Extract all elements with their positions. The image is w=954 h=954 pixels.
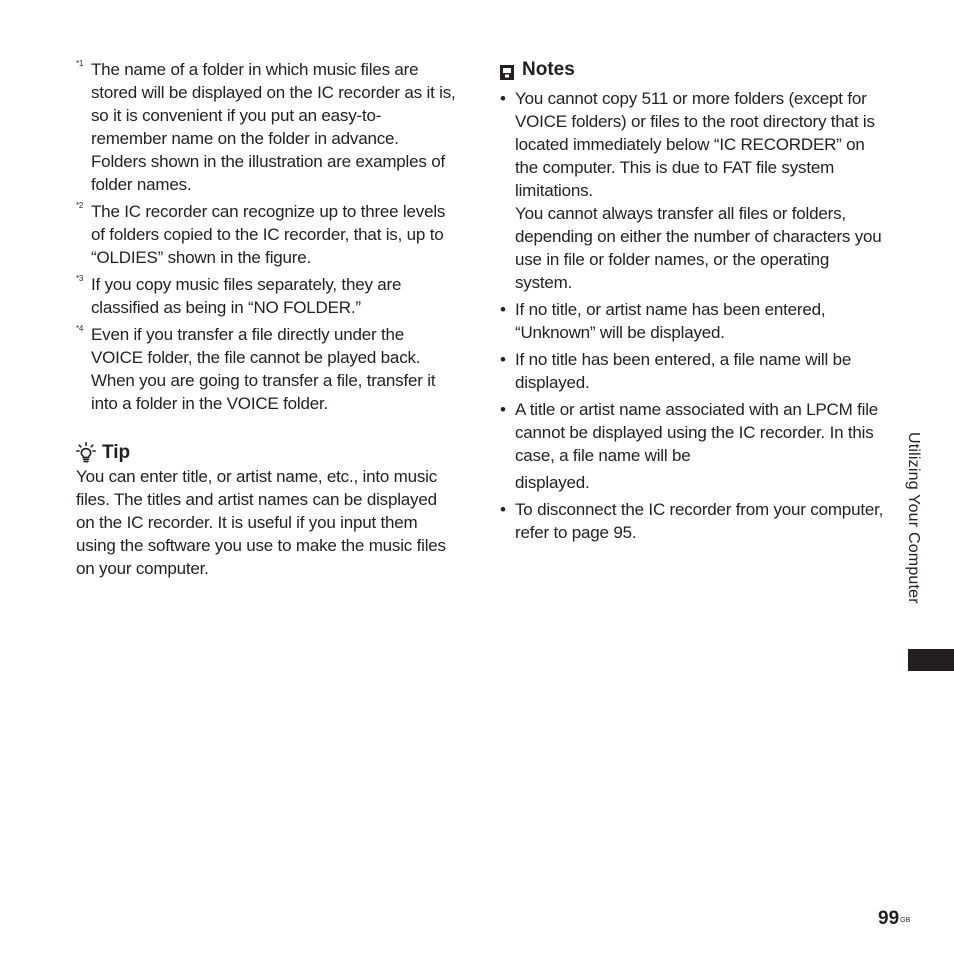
notes-title: Notes — [522, 59, 575, 80]
note-text: A title or artist name associated with an LPCM file cannot be displayed using the IC recorder. In this case, a file name will be — [515, 400, 879, 465]
bullet-icon: • — [500, 89, 506, 108]
note-text: You cannot copy 511 or more folders (except for VOICE folders) or files to the root directory that is located immediately below “IC RECORDER” on the computer. This is due to FAT file system limitations. — [515, 89, 875, 200]
page-number-suffix: GB — [900, 917, 911, 924]
footnote-mark: *2 — [76, 201, 84, 210]
footnote-mark: *1 — [76, 59, 84, 68]
footnote-text: If you copy music files separately, they are classified as being in “NO FOLDER.” — [91, 275, 402, 317]
note-text-continued: You cannot always transfer all files or folders, depending on either the number of characters you use in file or folder names, or the operating system. — [515, 204, 882, 292]
footnote-mark: *3 — [76, 274, 84, 283]
list-item — [500, 298, 885, 344]
footnote-1 — [76, 58, 456, 196]
right-column — [500, 58, 885, 548]
footnote-3 — [76, 273, 456, 319]
note-text: If no title, or artist name has been entered, “Unknown” will be displayed. — [515, 300, 826, 342]
bullet-icon: • — [500, 400, 506, 419]
tip-heading — [76, 441, 456, 465]
tip-text: You can enter title, or artist name, etc., into music files. The titles and artist names can be displayed on the IC recorder. It is useful if you input them using the software you use to make the music files on your computer. — [76, 467, 446, 578]
footnote-4 — [76, 323, 456, 415]
note-text-continued: displayed. — [515, 473, 590, 492]
bullet-icon: • — [500, 350, 506, 369]
footnote-2 — [76, 200, 456, 269]
note-text: To disconnect the IC recorder from your computer, refer to page 95. — [515, 500, 884, 542]
note-text: If no title has been entered, a file name will be displayed. — [515, 350, 852, 392]
section-tab-marker — [908, 649, 954, 671]
notes-heading — [500, 58, 885, 82]
tip-title: Tip — [102, 442, 131, 463]
notes-icon — [500, 63, 514, 78]
lightbulb-icon — [76, 442, 96, 464]
footnote-mark: *4 — [76, 324, 84, 333]
footnote-text: The IC recorder can recognize up to three levels of folders copied to the IC recorder, that is, up to “OLDIES” shown in the figure. — [91, 202, 446, 267]
page-number — [878, 908, 910, 930]
section-side-label: Utilizing Your Computer — [905, 432, 922, 604]
bullet-icon: • — [500, 500, 506, 519]
notes-list — [500, 87, 885, 544]
list-item — [500, 348, 885, 394]
list-item — [500, 498, 885, 544]
page-number-value: 99 — [878, 908, 900, 929]
list-item — [500, 398, 885, 494]
footnote-text: Even if you transfer a file directly under the VOICE folder, the file cannot be played back. When you are going to transfer a file, transfer it into a folder in the VOICE folder. — [91, 325, 436, 413]
footnote-text: The name of a folder in which music files are stored will be displayed on the IC recorder as it is, so it is convenient if you put an easy-to-remember name on the folder in advance. Folders shown in the illustration are examples of folder names. — [91, 60, 456, 194]
left-column — [76, 58, 456, 580]
bullet-icon: • — [500, 300, 506, 319]
list-item — [500, 87, 885, 294]
